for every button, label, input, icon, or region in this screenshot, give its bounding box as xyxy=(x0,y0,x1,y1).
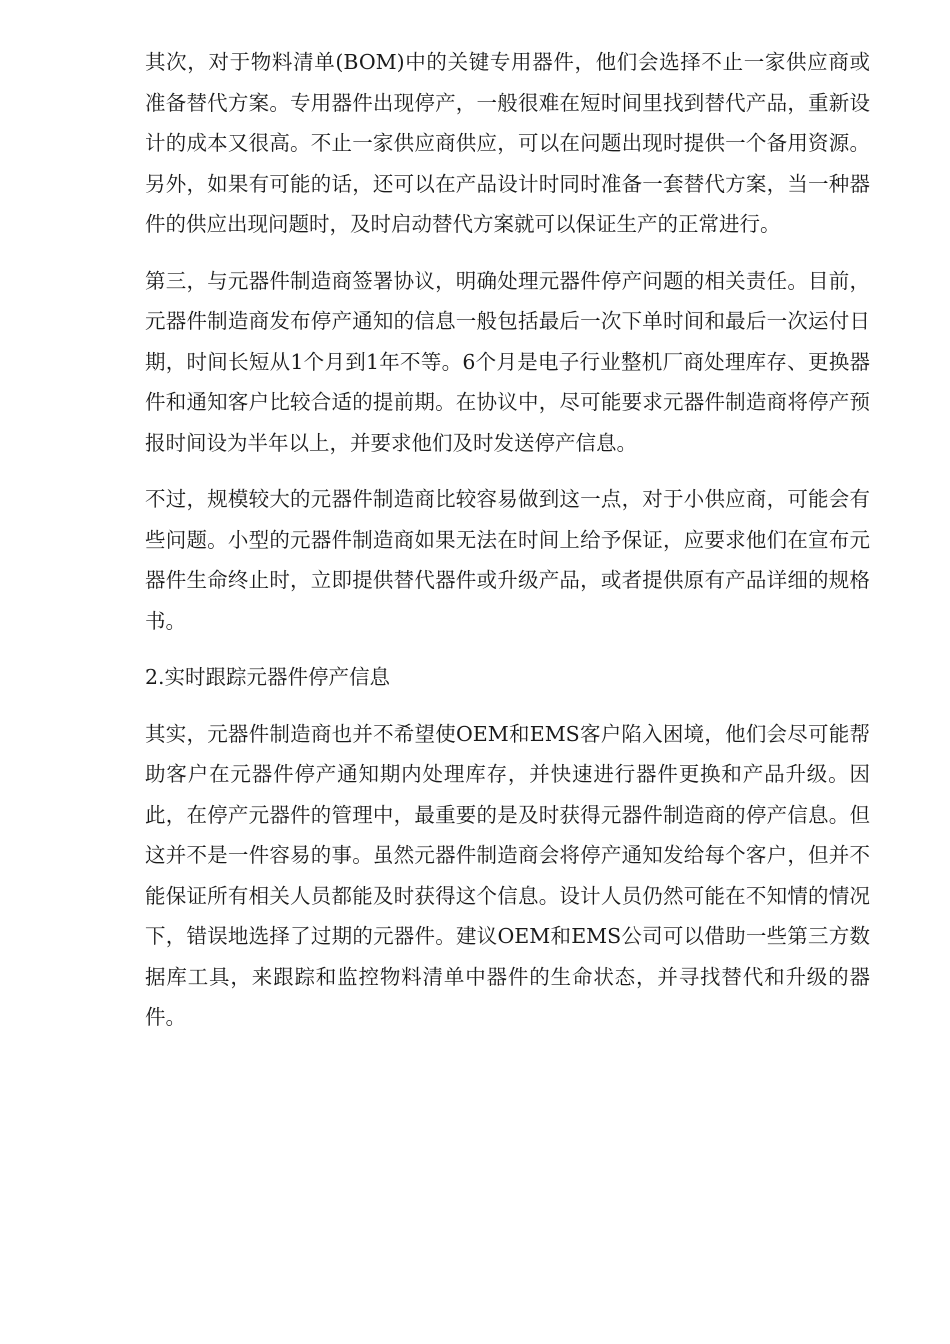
paragraph-small-suppliers: 不过，规模较大的元器件制造商比较容易做到这一点，对于小供应商，可能会有些问题。小型的元器件制造商如果无法在时间上给予保证，应要求他们在宣布元器件生命终止时，立即提供替代器件或升级产品，或者提供原有产品详细的规格书。 xyxy=(145,487,870,633)
section-heading: 2.实时跟踪元器件停产信息 xyxy=(145,665,391,689)
paragraph-manufacturer-agreement: 第三，与元器件制造商签署协议，明确处理元器件停产问题的相关责任。目前，元器件制造商发布停产通知的信息一般包括最后一次下单时间和最后一次运付日期，时间长短从1个月到1年不等。6个月是电子行业整机厂商处理库存、更换器件和通知客户比较合适的提前期。在协议中，尽可能要求元器件制造商将停产预报时间设为半年以上，并要求他们及时发送停产信息。 xyxy=(145,268,870,455)
document-body xyxy=(145,42,870,1054)
paragraph-alternative-suppliers: 其次，对于物料清单(BOM)中的关键专用器件，他们会选择不止一家供应商或准备替代方案。专用器件出现停产，一般很难在短时间里找到替代产品，重新设计的成本又很高。不止一家供应商供应，可以在问题出现时提供一个备用资源。另外，如果有可能的话，还可以在产品设计时同时准备一套替代方案，当一种器件的供应出现问题时，及时启动替代方案就可以保证生产的正常进行。 xyxy=(145,50,870,236)
paragraph-tracking-eol-info: 其实，元器件制造商也并不希望使OEM和EMS客户陷入困境，他们会尽可能帮助客户在元器件停产通知期内处理库存，并快速进行器件更换和产品升级。因此，在停产元器件的管理中，最重要的是及时获得元器件制造商的停产信息。但这并不是一件容易的事。虽然元器件制造商会将停产通知发给每个客户，但并不能保证所有相关人员都能及时获得这个信息。设计人员仍然可能在不知情的情况下，错误地选择了过期的元器件。建议OEM和EMS公司可以借助一些第三方数据库工具，来跟踪和监控物料清单中器件的生命状态，并寻找替代和升级的器件。 xyxy=(145,721,870,1029)
